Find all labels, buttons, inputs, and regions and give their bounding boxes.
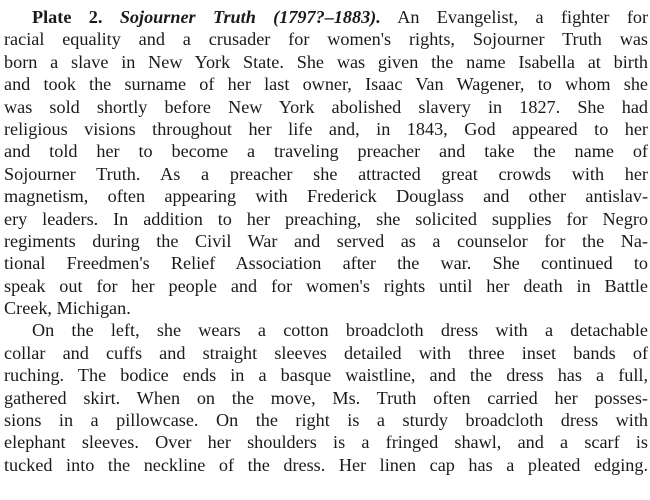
text-line: and took the surname of her last owner, Isaac Van Wagener, to whom she — [4, 74, 648, 95]
text-line: speak out for her people and for women's rights until her death in Battle — [4, 275, 648, 296]
text-line: ery leaders. In addition to her preaching, she solicited supplies for Negro — [4, 208, 648, 229]
text-line: religious visions throughout her life and, in 1843, God appeared to her — [4, 118, 648, 139]
caption-text: An Evangelist, a fighter for — [397, 7, 649, 27]
text-line: collar and cuffs and straight sleeves detailed with three inset bands of — [4, 342, 648, 363]
text-line: was sold shortly before New York abolished slavery in 1827. She had — [4, 96, 648, 117]
text-line: born a slave in New York State. She was given the name Isabella at birth — [4, 51, 648, 72]
text-line: gathered skirt. When on the move, Ms. Truth often carried her posses- — [4, 387, 648, 408]
text-line: magnetism, often appearing with Frederick Douglass and other antislav- — [4, 186, 648, 207]
text-line: and told her to become a traveling preacher and take the name of — [4, 141, 648, 162]
plate-caption — [4, 6, 648, 476]
text-line: tucked into the neckline of the dress. Her linen cap has a pleated edging. — [4, 454, 648, 475]
paragraph-dress-description — [4, 319, 648, 476]
plate-label: Plate 2. — [32, 7, 103, 27]
text-line: regiments during the Civil War and served as a counselor for the Na- — [4, 230, 648, 251]
text-line: Creek, Michigan. — [4, 298, 131, 319]
text-line: elephant sleeves. Over her shoulders is a fringed shawl, and a scarf is — [4, 432, 648, 453]
text-line: racial equality and a crusader for women's rights, Sojourner Truth was — [4, 29, 648, 50]
paragraph-biography — [4, 28, 648, 319]
text-line: Sojourner Truth. As a preacher she attracted great crowds with her — [4, 163, 648, 184]
text-line: sions in a pillowcase. On the right is a sturdy broadcloth dress with — [4, 410, 648, 431]
text-line: On the left, she wears a cotton broadcloth dress with a detachable — [32, 320, 648, 341]
text-line: tional Freedmen's Relief Association after the war. She continued to — [4, 253, 648, 274]
caption-first-line — [4, 6, 648, 28]
text-line: ruching. The bodice ends in a basque waistline, and the dress has a full, — [4, 365, 648, 386]
plate-title: Sojourner Truth (1797?–1883). — [119, 7, 381, 27]
